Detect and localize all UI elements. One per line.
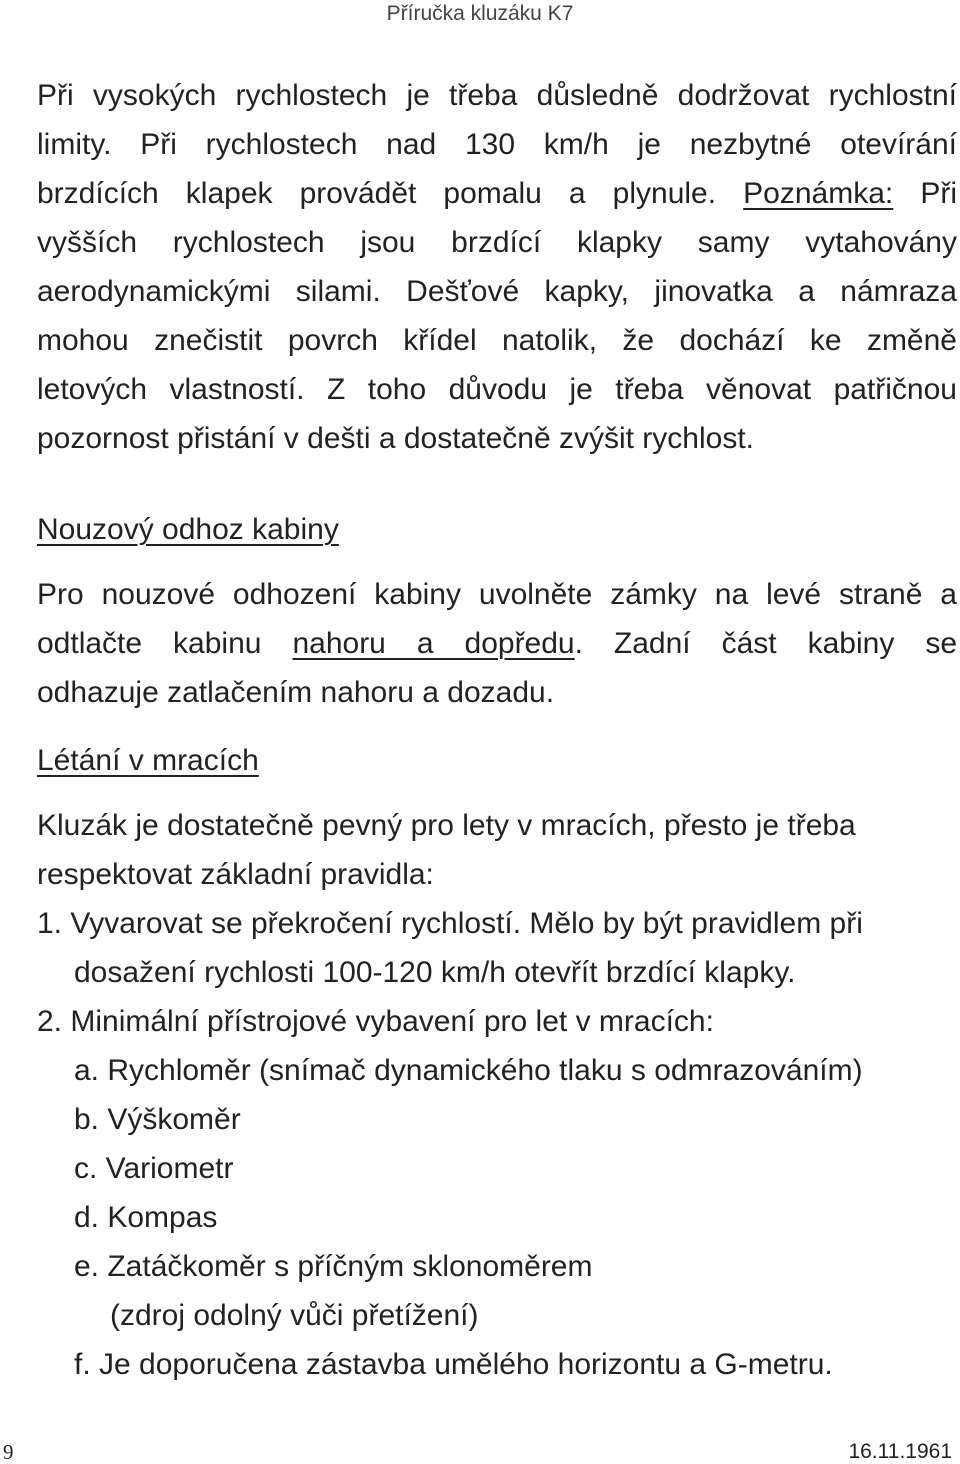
- footer-date: 16.11.1961: [848, 1440, 952, 1463]
- sub-list-item: e. Zatáčkoměr s příčným sklonoměrem: [74, 1250, 593, 1283]
- text-line: [37, 624, 957, 664]
- section-heading: Nouzový odhoz kabiny: [37, 513, 339, 546]
- text-line: Pro nouzové odhození kabiny uvolněte zámky na levé straně a: [37, 578, 957, 611]
- section-heading-wrap: [37, 510, 957, 550]
- sub-list-item: c. Variometr: [74, 1152, 234, 1185]
- section-heading-wrap: [37, 741, 957, 781]
- list-item: 1. Vyvarovat se překročení rychlostí. Mělo by být pravidlem při: [37, 907, 863, 940]
- list-item-continuation: dosažení rychlosti 100-120 km/h otevřít brzdící klapky.: [74, 956, 796, 989]
- note-label: Poznámka:: [743, 177, 894, 210]
- text-line: mohou znečistit povrch křídel natolik, že dochází ke změně: [37, 324, 957, 357]
- text-segment: Při: [920, 177, 958, 210]
- text-line: aerodynamickými silami. Dešťové kapky, jinovatka a námraza: [37, 275, 957, 308]
- sub-list-item: b. Výškoměr: [74, 1103, 241, 1136]
- sub-list-item: d. Kompas: [74, 1201, 218, 1234]
- text-line: Kluzák je dostatečně pevný pro lety v mracích, přesto je třeba: [37, 809, 856, 842]
- text-line: [37, 174, 957, 214]
- text-segment: brzdících klapek provádět pomalu a plynule.: [37, 177, 717, 210]
- emphasis-text: nahoru a dopředu: [292, 627, 575, 660]
- sub-list-item: a. Rychloměr (snímač dynamického tlaku s odmrazováním): [74, 1054, 863, 1087]
- text-line: Při vysokých rychlostech je třeba důsledně dodržovat rychlostní: [37, 79, 957, 112]
- list-item: 2. Minimální přístrojové vybavení pro let v mracích:: [37, 1005, 714, 1038]
- sub-list-item-continuation: (zdroj odolný vůči přetížení): [110, 1299, 479, 1332]
- section-heading: Létání v mracích: [37, 744, 259, 777]
- sub-list-item: f. Je doporučena zástavba umělého horizontu a G-metru.: [74, 1348, 833, 1381]
- text-line: pozornost přistání v dešti a dostatečně zvýšit rychlost.: [37, 422, 754, 455]
- text-segment: . Zadní část kabiny se: [574, 627, 957, 660]
- text-line: respektovat základní pravidla:: [37, 858, 434, 891]
- text-line: limity. Při rychlostech nad 130 km/h je nezbytné otevírání: [37, 128, 957, 161]
- text-line: odhazuje zatlačením nahoru a dozadu.: [37, 676, 555, 709]
- text-line: letových vlastností. Z toho důvodu je třeba věnovat patřičnou: [37, 373, 957, 406]
- page-number: 9: [3, 1440, 14, 1464]
- text-line: vyšších rychlostech jsou brzdící klapky samy vytahovány: [37, 226, 957, 259]
- text-segment: odtlačte kabinu: [37, 627, 262, 660]
- page-header: Příručka kluzáku K7: [386, 2, 574, 25]
